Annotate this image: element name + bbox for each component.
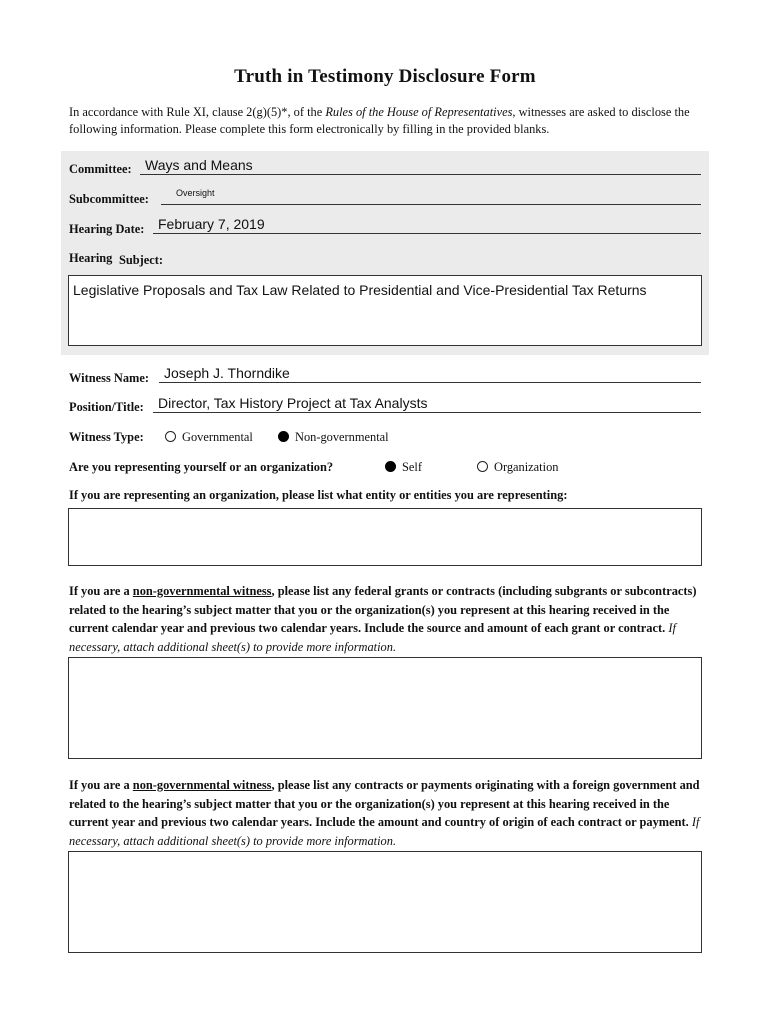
grants-body: , please list any federal grants or contracts (including subgrants or subcontracts) related to the hearing’s subject matter that you or the organization(s) you represent at this hearing received in the current calendar year and previous two calendar years. Include the source and amount of each grant or contract.: [69, 584, 697, 635]
witness-name-underline: [159, 382, 701, 383]
intro-part1: In accordance with Rule XI, clause 2(g)(5)*, of the: [69, 105, 326, 119]
radio-unselected-icon: [477, 461, 488, 472]
witness-name-label: Witness Name:: [69, 371, 149, 385]
grants-underlined: non-governmental witness: [132, 584, 272, 598]
witness-type-non-governmental[interactable]: [278, 430, 389, 445]
foreign-body: , please list any contracts or payments originating with a foreign government and related to the hearing’s subject matter that you or the organization(s) you represent at this hearing received in the current year and previous two calendar years. Include the amount and country of origin of each contract or payment.: [69, 778, 700, 829]
org-entities-box[interactable]: [68, 508, 702, 566]
option-label: Organization: [494, 460, 559, 474]
foreign-lead: If you are a: [69, 778, 133, 792]
subject-label: Subject:: [119, 253, 164, 267]
committee-underline: [140, 174, 701, 175]
grants-question: [69, 582, 709, 656]
representing-self[interactable]: [385, 460, 422, 475]
foreign-underlined: non-governmental witness: [132, 778, 272, 792]
subcommittee-field[interactable]: Oversight: [176, 188, 215, 198]
option-label: Governmental: [182, 430, 253, 444]
hearing-subject-value: Legislative Proposals and Tax Law Related to Presidential and Vice-Presidential Tax Returns: [73, 282, 647, 298]
intro-text: [69, 104, 709, 138]
witness-type-governmental[interactable]: [165, 430, 253, 445]
radio-unselected-icon: [165, 431, 176, 442]
representing-organization[interactable]: [477, 460, 558, 475]
foreign-question: [69, 776, 709, 850]
hearing-date-label: Hearing Date:: [69, 222, 145, 236]
grants-note: If necessary, attach additional sheet(s) to provide more information.: [69, 621, 676, 654]
option-label: Self: [402, 460, 422, 474]
intro-rules-title: Rules of the House of Representatives: [325, 105, 513, 119]
committee-field[interactable]: Ways and Means: [145, 157, 253, 173]
subcommittee-underline: [161, 204, 701, 205]
grants-box[interactable]: [68, 657, 702, 759]
hearing-subject-box[interactable]: [68, 275, 702, 346]
intro-part2: , witnesses are asked to disclose the following information. Please complete this form electronically by filling in the provided blanks.: [69, 105, 690, 136]
hearing-date-underline: [153, 233, 701, 234]
foreign-note: If necessary, attach additional sheet(s) to provide more information.: [69, 815, 700, 848]
hearing-date-field[interactable]: February 7, 2019: [158, 216, 265, 232]
form-title: Truth in Testimony Disclosure Form: [234, 66, 536, 87]
foreign-box[interactable]: [68, 851, 702, 953]
radio-selected-icon: [385, 461, 396, 472]
hearing-label: Hearing: [69, 251, 113, 265]
radio-selected-icon: [278, 431, 289, 442]
position-underline: [153, 412, 701, 413]
committee-label: Committee:: [69, 162, 132, 176]
org-prompt: If you are representing an organization, please list what entity or entities you are representing:: [69, 488, 568, 502]
option-label: Non-governmental: [295, 430, 389, 444]
position-field[interactable]: Director, Tax History Project at Tax Analysts: [158, 395, 428, 411]
subcommittee-label: Subcommittee:: [69, 192, 149, 206]
position-label: Position/Title:: [69, 400, 144, 414]
representing-label: Are you representing yourself or an organization?: [69, 460, 334, 474]
grants-lead: If you are a: [69, 584, 133, 598]
witness-type-label: Witness Type:: [69, 430, 144, 444]
witness-name-field[interactable]: Joseph J. Thorndike: [164, 365, 290, 381]
